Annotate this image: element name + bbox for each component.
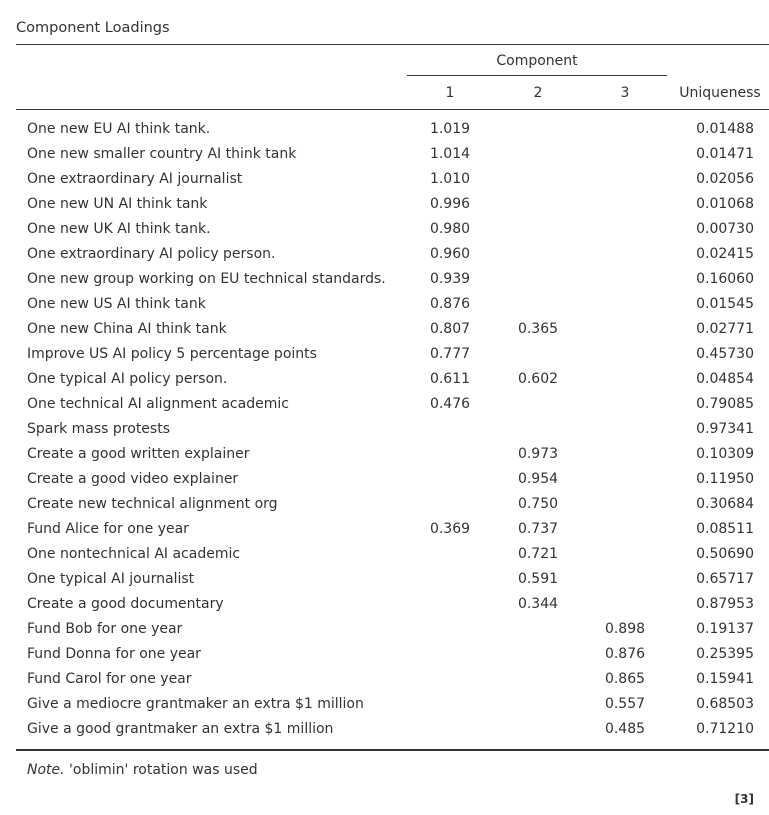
table-row <box>0 168 769 193</box>
row-label: Give a good grantmaker an extra $1 million <box>27 721 334 737</box>
uniqueness-value: 0.87953 <box>696 596 754 612</box>
row-label: Fund Carol for one year <box>27 671 192 687</box>
loading-component-2: 0.591 <box>517 571 559 587</box>
uniqueness-value: 0.02415 <box>696 246 754 262</box>
loading-component-1: 1.010 <box>429 171 471 187</box>
column-header-component-1: 1 <box>445 85 455 101</box>
table-row <box>0 218 769 243</box>
uniqueness-value: 0.19137 <box>696 621 754 637</box>
loading-component-1: 1.019 <box>429 121 471 137</box>
table-row <box>0 718 769 743</box>
header-rule <box>16 109 769 110</box>
row-label: Create new technical alignment org <box>27 496 278 512</box>
row-label: One new China AI think tank <box>27 321 227 337</box>
uniqueness-value: 0.02771 <box>696 321 754 337</box>
table-note <box>27 762 258 778</box>
table-title: Component Loadings <box>16 20 170 36</box>
loading-component-1: 0.777 <box>429 346 471 362</box>
loading-component-1: 0.980 <box>429 221 471 237</box>
row-label: One new group working on EU technical standards. <box>27 271 386 287</box>
row-label: Spark mass protests <box>27 421 171 437</box>
table-row <box>0 343 769 368</box>
loading-component-3: 0.557 <box>604 696 646 712</box>
table-row <box>0 418 769 443</box>
uniqueness-value: 0.01068 <box>696 196 754 212</box>
component-group-label: Component <box>496 53 578 69</box>
uniqueness-value: 0.01471 <box>696 146 754 162</box>
table-row <box>0 468 769 493</box>
row-label: Create a good written explainer <box>27 446 250 462</box>
component-group-rule <box>407 75 667 76</box>
loading-component-1: 0.996 <box>429 196 471 212</box>
table-row <box>0 193 769 218</box>
uniqueness-value: 0.65717 <box>696 571 754 587</box>
row-label: One typical AI journalist <box>27 571 195 587</box>
loading-component-1: 1.014 <box>429 146 471 162</box>
column-header-component-2: 2 <box>533 85 543 101</box>
loading-component-2: 0.365 <box>517 321 559 337</box>
table-row <box>0 543 769 568</box>
uniqueness-value: 0.30684 <box>696 496 754 512</box>
loading-component-2: 0.344 <box>517 596 559 612</box>
table-row <box>0 618 769 643</box>
loading-component-2: 0.737 <box>517 521 559 537</box>
uniqueness-value: 0.68503 <box>696 696 754 712</box>
uniqueness-value: 0.15941 <box>696 671 754 687</box>
uniqueness-value: 0.25395 <box>696 646 754 662</box>
table-body <box>0 118 769 743</box>
uniqueness-value: 0.79085 <box>696 396 754 412</box>
table-row <box>0 443 769 468</box>
uniqueness-value: 0.50690 <box>696 546 754 562</box>
row-label: Give a mediocre grantmaker an extra $1 million <box>27 696 364 712</box>
table-row <box>0 593 769 618</box>
uniqueness-value: 0.08511 <box>696 521 754 537</box>
table-row <box>0 393 769 418</box>
loading-component-2: 0.602 <box>517 371 559 387</box>
row-label: One typical AI policy person. <box>27 371 228 387</box>
row-label: Create a good documentary <box>27 596 224 612</box>
table-row <box>0 643 769 668</box>
uniqueness-value: 0.01545 <box>696 296 754 312</box>
loading-component-1: 0.369 <box>429 521 471 537</box>
table-row <box>0 143 769 168</box>
row-label: Fund Alice for one year <box>27 521 189 537</box>
table-row <box>0 518 769 543</box>
loading-component-1: 0.807 <box>429 321 471 337</box>
column-header-uniqueness: Uniqueness <box>679 85 761 101</box>
loading-component-2: 0.954 <box>517 471 559 487</box>
row-label: One new EU AI think tank. <box>27 121 211 137</box>
note-prefix: Note. <box>27 762 65 778</box>
footnote-reference: [3] <box>734 792 754 806</box>
table-row <box>0 368 769 393</box>
loading-component-2: 0.973 <box>517 446 559 462</box>
uniqueness-value: 0.00730 <box>696 221 754 237</box>
note-text: 'oblimin' rotation was used <box>64 762 258 778</box>
row-label: Fund Bob for one year <box>27 621 183 637</box>
uniqueness-value: 0.16060 <box>696 271 754 287</box>
loading-component-3: 0.485 <box>604 721 646 737</box>
loading-component-2: 0.721 <box>517 546 559 562</box>
loading-component-2: 0.750 <box>517 496 559 512</box>
row-label: One new UN AI think tank <box>27 196 208 212</box>
uniqueness-value: 0.71210 <box>696 721 754 737</box>
uniqueness-value: 0.11950 <box>696 471 754 487</box>
loading-component-3: 0.876 <box>604 646 646 662</box>
loading-component-1: 0.939 <box>429 271 471 287</box>
table-row <box>0 668 769 693</box>
uniqueness-value: 0.45730 <box>696 346 754 362</box>
table-row <box>0 293 769 318</box>
loading-component-1: 0.476 <box>429 396 471 412</box>
uniqueness-value: 0.02056 <box>696 171 754 187</box>
uniqueness-value: 0.01488 <box>696 121 754 137</box>
row-label: One nontechnical AI academic <box>27 546 241 562</box>
table-row <box>0 493 769 518</box>
row-label: One extraordinary AI policy person. <box>27 246 276 262</box>
table-row <box>0 568 769 593</box>
row-label: One extraordinary AI journalist <box>27 171 243 187</box>
uniqueness-value: 0.10309 <box>696 446 754 462</box>
loading-component-3: 0.865 <box>604 671 646 687</box>
row-label: One technical AI alignment academic <box>27 396 289 412</box>
uniqueness-value: 0.04854 <box>696 371 754 387</box>
row-label: Create a good video explainer <box>27 471 239 487</box>
row-label: One new UK AI think tank. <box>27 221 211 237</box>
table-row <box>0 693 769 718</box>
loading-component-1: 0.611 <box>429 371 471 387</box>
table-top-rule <box>16 44 769 45</box>
column-header-component-3: 3 <box>620 85 630 101</box>
table-row <box>0 243 769 268</box>
table-row <box>0 318 769 343</box>
table-bottom-rule <box>16 749 769 751</box>
loading-component-1: 0.960 <box>429 246 471 262</box>
uniqueness-value: 0.97341 <box>696 421 754 437</box>
table-row <box>0 268 769 293</box>
row-label: Improve US AI policy 5 percentage points <box>27 346 317 362</box>
row-label: One new US AI think tank <box>27 296 206 312</box>
row-label: Fund Donna for one year <box>27 646 201 662</box>
loading-component-3: 0.898 <box>604 621 646 637</box>
loading-component-1: 0.876 <box>429 296 471 312</box>
row-label: One new smaller country AI think tank <box>27 146 297 162</box>
table-row <box>0 118 769 143</box>
